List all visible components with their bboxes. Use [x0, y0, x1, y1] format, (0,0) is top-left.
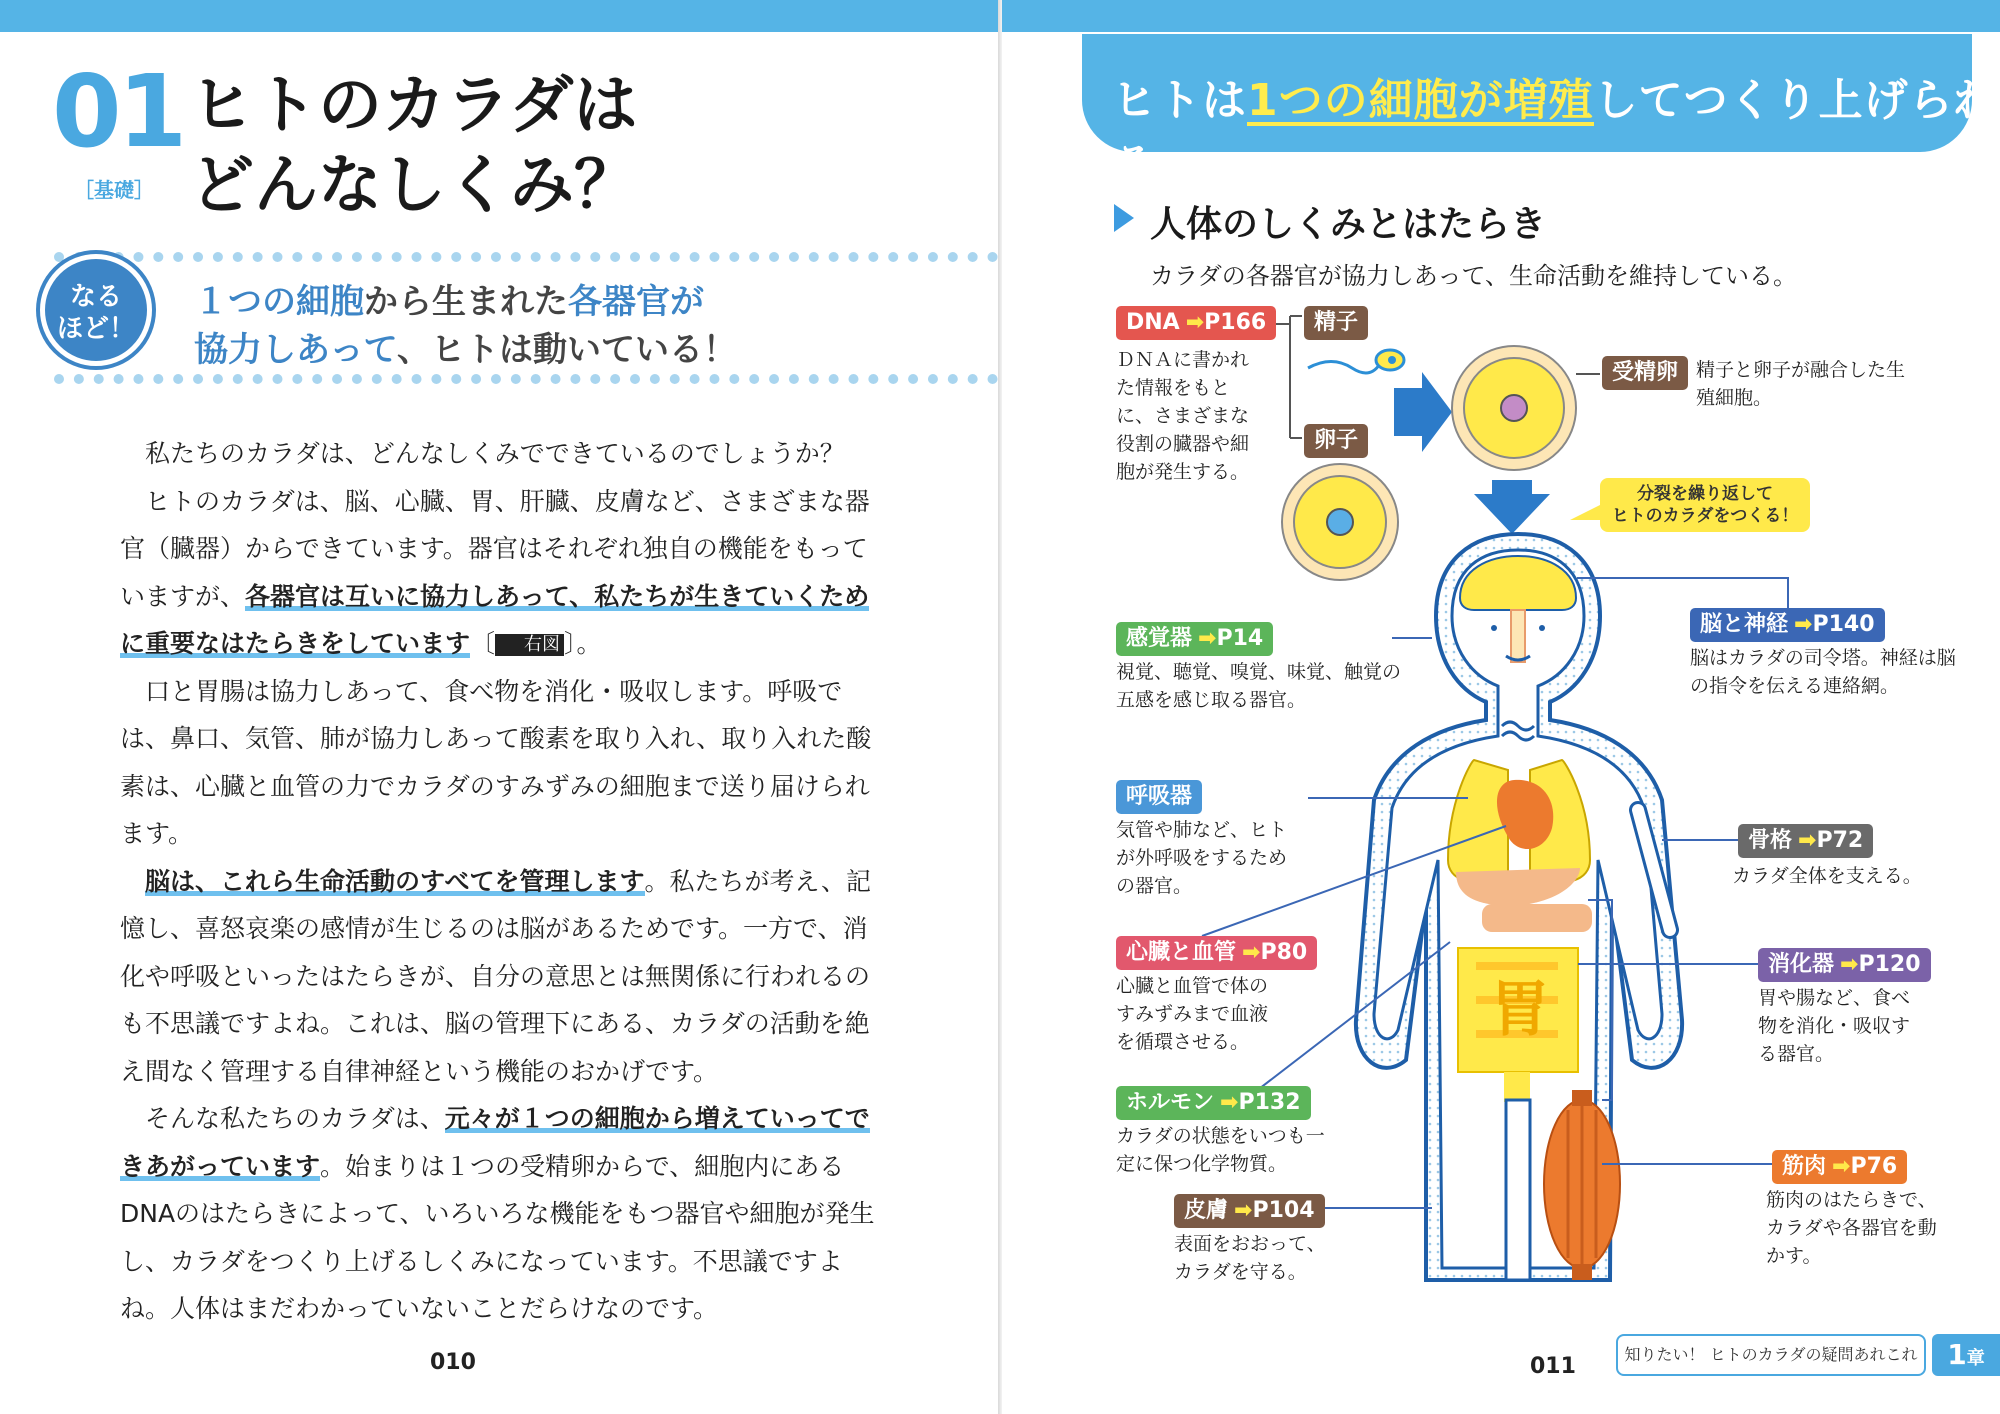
desc-digestive: 胃や腸など、食べ物を消化・吸収する器官。 — [1758, 987, 1911, 1065]
page-title — [190, 66, 830, 226]
page-number-left: 010 — [430, 1350, 476, 1375]
tag-dna-label: DNA — [1126, 310, 1180, 335]
desc-brain: 脳はカラダの司令塔。神経は脳の指令を伝える連絡網。 — [1690, 647, 1956, 697]
chapter-badge — [1932, 1334, 2000, 1376]
tag-bone[interactable] — [1738, 824, 1873, 858]
paragraph-2: ヒトのカラダは、脳、心臓、胃、肝臓、皮膚など、さまざまな器官（臓器）からできています。器官はそれぞれ独自の機能をもっていますが、各器官は互いに協力しあって、私たちが生きていくために重要なはたらきをしています〔 右図 〕。 — [120, 486, 870, 658]
tag-muscle-label: 筋肉 — [1782, 1154, 1827, 1179]
tag-fertilized: 受精卵 — [1602, 356, 1688, 390]
banner-text-c: してつくり上げられる — [1112, 75, 1999, 190]
sperm-icon — [1308, 350, 1404, 373]
tag-bone-page: P72 — [1816, 828, 1864, 853]
tag-skin[interactable] — [1174, 1194, 1325, 1228]
p4-emphasis: 脳は、これら生命活動のすべてを管理します — [145, 866, 645, 896]
arrow-icon: ➡ — [1794, 612, 1813, 637]
tag-sperm: 精子 — [1304, 306, 1368, 340]
tag-hormone-page: P132 — [1238, 1090, 1301, 1115]
naruhodo-badge: なる ほど！ — [40, 254, 152, 366]
tag-dna[interactable] — [1116, 306, 1276, 340]
arrow-down-icon — [1474, 480, 1550, 534]
p5-text-a: そんな私たちのカラダは、 — [145, 1104, 445, 1133]
banner-highlight: 1つの細胞が増殖 — [1247, 75, 1594, 126]
tag-hormone-label: ホルモン — [1126, 1090, 1215, 1115]
p2-text-c: 。 — [576, 629, 602, 658]
arrow-icon: ➡ — [1242, 940, 1261, 965]
tag-brain[interactable] — [1690, 608, 1885, 642]
tag-muscle[interactable] — [1772, 1150, 1907, 1184]
tag-digestive-label: 消化器 — [1768, 952, 1835, 977]
fertilized-egg-icon — [1452, 346, 1576, 470]
arrow-icon: ➡ — [1220, 1090, 1239, 1115]
desc-heart: 心臓と血管で体のすみずみまで血液を循環させる。 — [1116, 975, 1269, 1053]
division-bubble: 分裂を繰り返して ヒトのカラダをつくる！ — [1600, 478, 1810, 532]
arrow-icon: ➡ — [1832, 1154, 1851, 1179]
tag-digestive[interactable] — [1758, 948, 1931, 982]
section-title-text: 人体のしくみとはたらき — [1150, 204, 1547, 245]
tag-brain-label: 脳と神経 — [1700, 612, 1789, 637]
desc-hormone: カラダの状態をいつも一定に保つ化学物質。 — [1116, 1125, 1325, 1175]
tag-sense-page: P14 — [1216, 626, 1264, 651]
tag-skin-label: 皮膚 — [1184, 1198, 1229, 1223]
chapter-badge-suffix: 章 — [1966, 1348, 1985, 1369]
top-bar — [0, 0, 998, 32]
arrow-icon: ➡ — [1840, 952, 1859, 977]
tag-skin-page: P104 — [1252, 1198, 1315, 1223]
human-body-figure — [1356, 534, 1682, 1280]
tag-egg: 卵子 — [1304, 424, 1368, 458]
chapter-tag: ［基礎］ — [74, 178, 154, 202]
desc-respiratory: 気管や肺など、ヒトが外呼吸をするための器官。 — [1116, 819, 1288, 897]
p5-text-c: 。始まりは１つの受精卵からで、細胞内にあるDNAのはたらきによって、いろいろな機能をもつ器官や細胞が発生し、カラダをつくり上げるしくみになっています。不思議ですよね。人体はまだわかっていないことだらけなのです。 — [120, 1151, 875, 1323]
tag-heart[interactable] — [1116, 936, 1317, 970]
tag-hormone[interactable] — [1116, 1086, 1311, 1120]
egg-icon — [1282, 464, 1398, 580]
tag-heart-label: 心臓と血管 — [1126, 940, 1237, 965]
summary-hl-2: 各器官が — [568, 282, 704, 322]
summary-text — [194, 278, 737, 374]
tag-sense-label: 感覚器 — [1126, 626, 1193, 651]
paragraph-3: 口と胃腸は協力しあって、食べ物を消化・吸収します。呼吸では、鼻口、気管、肺が協力しあって酸素を取り入れ、取り入れた酸素は、心臓と血管の力でカラダのすみずみの細胞まで送り届けられます。 — [120, 676, 872, 848]
figure-ref: 右図 — [495, 634, 564, 656]
left-page — [0, 0, 998, 1414]
arrow-icon: ➡ — [1198, 626, 1217, 651]
paragraph-4 — [120, 858, 890, 1096]
p2-emphasis: 各器官は互いに協力しあって、私たちが生きていくために重要なはたらきをしています — [120, 581, 870, 658]
desc-dna: ＤＮＡに書かれた情報をもとに、さまざまな役割の臓器や細胞が発生する。 — [1116, 349, 1250, 483]
tag-digestive-page: P120 — [1858, 952, 1921, 977]
chapter-number: 01 — [52, 53, 184, 170]
summary-hl-3: 協力しあって — [194, 330, 397, 370]
tag-brain-page: P140 — [1812, 612, 1875, 637]
desc-skin: 表面をおおって、カラダを守る。 — [1174, 1233, 1326, 1283]
tag-respiratory[interactable]: 呼吸器 — [1116, 780, 1202, 814]
tag-sense[interactable] — [1116, 622, 1273, 656]
arrow-icon: ➡ — [1234, 1198, 1253, 1223]
desc-sense: 視覚、聴覚、嗅覚、味覚、触覚の五感を感じ取る器官。 — [1116, 661, 1402, 711]
tag-bone-label: 骨格 — [1748, 828, 1793, 853]
running-footer: 知りたい！ ヒトのカラダの疑問あれこれ — [1616, 1334, 1926, 1376]
title-line-2: どんなしくみ？ — [190, 149, 638, 223]
tag-muscle-page: P76 — [1850, 1154, 1898, 1179]
page-number-right: 011 — [1530, 1354, 1576, 1379]
summary-hl-1: １つの細胞 — [194, 282, 364, 322]
p5-emphasis: 元々が１つの細胞から増えていってできあがっています — [120, 1104, 870, 1181]
banner-text-a: ヒトは — [1112, 75, 1247, 126]
desc-bone: カラダ全体を支える。 — [1732, 865, 1922, 887]
summary-plain-1: から生まれた — [364, 282, 568, 322]
paragraph-5 — [120, 1095, 890, 1333]
title-line-1: ヒトのカラダは — [190, 69, 638, 143]
tag-dna-page: P166 — [1204, 310, 1267, 335]
arrow-icon: ➡ — [1185, 310, 1205, 335]
summary-plain-2: 、ヒトは動いている！ — [396, 330, 737, 370]
arrow-right-icon — [1394, 372, 1452, 452]
arrow-icon: ➡ — [1798, 828, 1817, 853]
body-text — [120, 430, 890, 1333]
chapter-badge-num: 1 — [1947, 1338, 1967, 1371]
p2-text-a: ヒトのカラダは、脳、心臓、胃、肝臓、皮膚など、さまざまな器官（臓器）からできています。器官はそれぞれ独自の機能をもっていますが、 — [120, 486, 870, 611]
tag-heart-page: P80 — [1260, 940, 1308, 965]
paragraph-1: 私たちのカラダは、どんなしくみでできているのでしょうか？ — [145, 439, 845, 468]
section-subtitle: カラダの各器官が協力しあって、生命活動を維持している。 — [1150, 262, 1798, 290]
stomach-glyph: 胃 — [1490, 975, 1550, 1045]
desc-fertilized: 精子と卵子が融合した生殖細胞。 — [1696, 359, 1906, 409]
desc-muscle: 筋肉のはたらきで、カラダや各器官を動かす。 — [1766, 1189, 1937, 1267]
right-page — [1002, 0, 2000, 1414]
p4-text: 。私たちが考え、記憶し、喜怒哀楽の感情が生じるのは脳があるためです。一方で、消化や呼吸といったはたらきが、自分の意思とは無関係に行われるのも不思議ですよね。これは、脳の管理下にある、カラダの活動を絶え間なく管理する自律神経という機能のおかげです。 — [120, 866, 872, 1086]
